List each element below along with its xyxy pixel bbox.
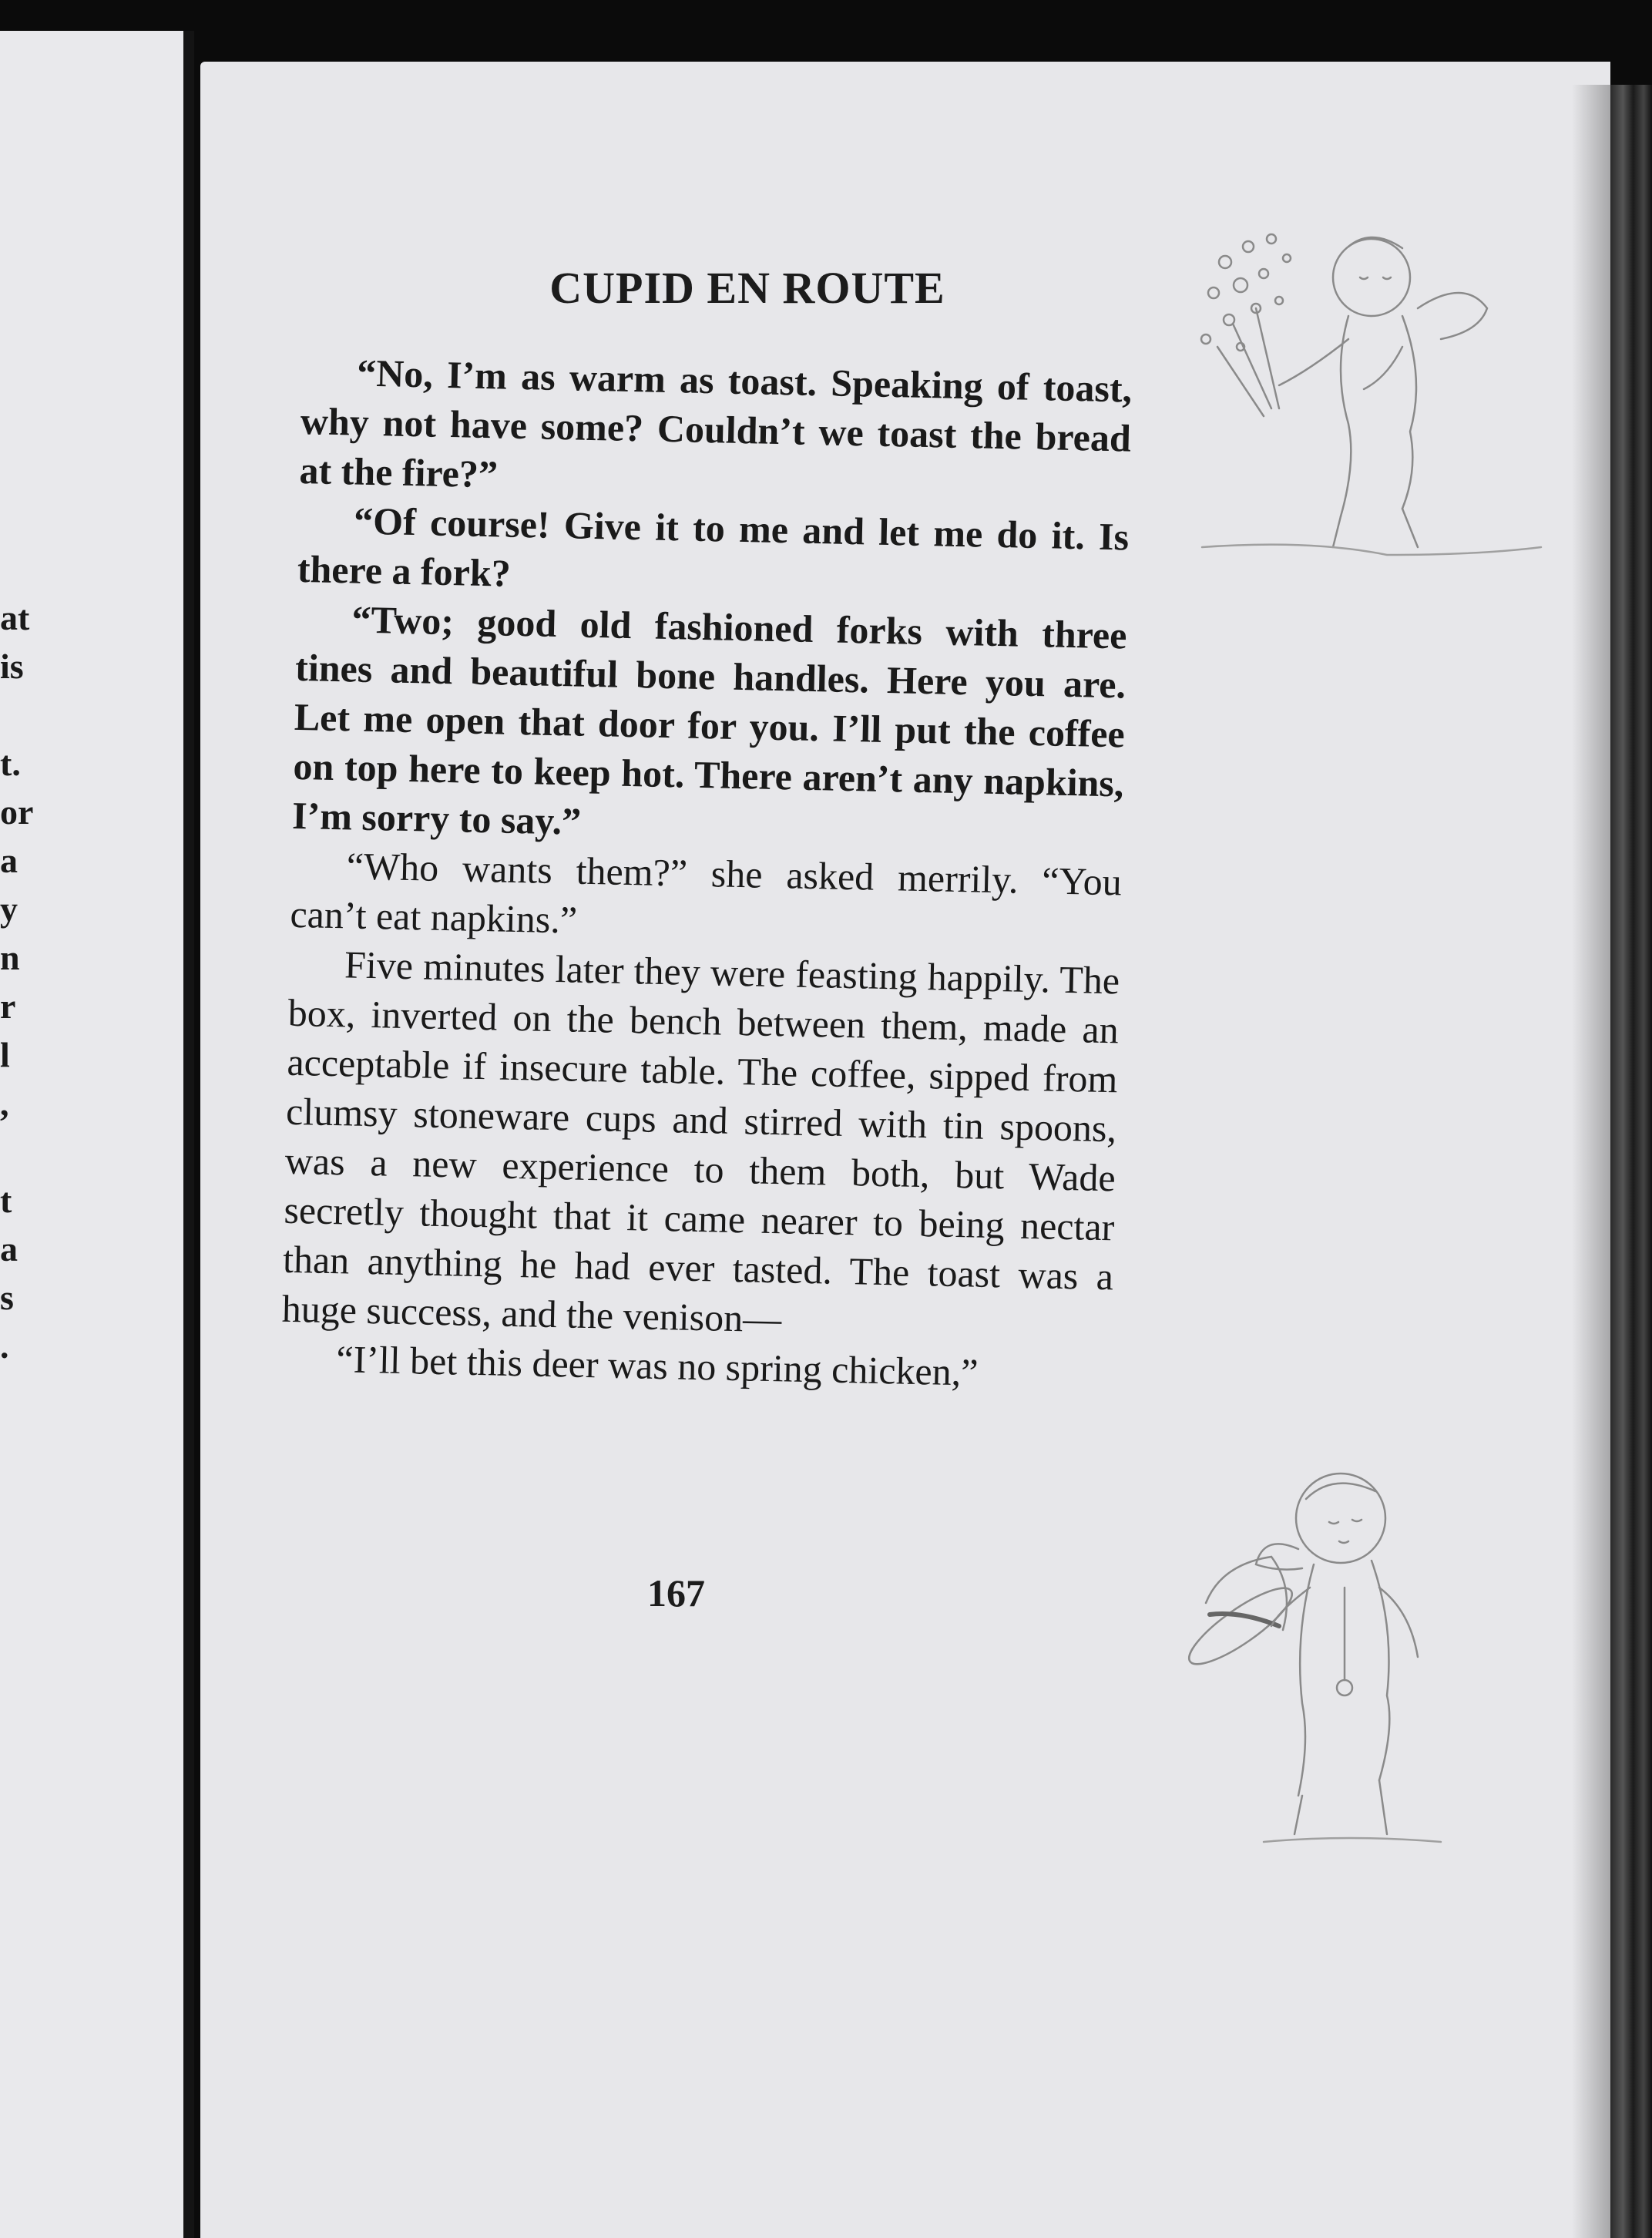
flower-bouquet-icon [1201,234,1291,416]
facing-page-fragment: n [0,938,20,977]
facing-page-fragment: s [0,1278,14,1317]
paragraph: Five minutes later they were feasting happily. The box, inverted on the bench between them, made an acceptable if insecure table. The coffee, sipped from clumsy stoneware cups and stirred with tin spoons, was a new experience to them both, but Wade secretly thought that it came nearer to being nectar than anything he had ever tasted. The toast was a huge success, and the venison— [281,943,1120,1341]
facing-page-fragment: t. [0,744,21,783]
facing-page-fragment: or [0,792,34,832]
book-binding-edge [1610,85,1652,2238]
facing-page-text-fragments [0,593,46,1370]
facing-page-fragment: y [0,889,18,929]
facing-page-fragment [0,691,46,739]
paragraph: “I’ll bet this deer was no spring chicken,” [335,1337,979,1394]
facing-page-fragment [0,1127,46,1176]
facing-page-fragment: at [0,598,30,637]
facing-page-fragment: a [0,1229,18,1269]
page-edge-shadow [1572,85,1612,2238]
wing-icon [1256,1544,1302,1569]
page-gutter-rule [183,31,194,2238]
cupid-with-flowers-illustration [1156,193,1556,609]
facing-page-fragment: a [0,841,18,880]
facing-page-fragment: , [0,1084,9,1123]
facing-page-fragment: l [0,1035,10,1074]
body-text [280,347,1133,1400]
top-hat-icon [1180,1557,1301,1675]
page-number: 167 [647,1571,705,1615]
cupid-with-top-hat-illustration [1148,1433,1487,1865]
facing-page-fragment: is [0,647,24,686]
paragraph: “Two; good old fashioned forks with three tines and beautiful bone handles. Here you are. Let me open that door for you. I’ll put the coffee on top here to keep hot. There aren’t any napkins, I’m sorry to say.” [291,597,1127,843]
facing-page-fragment: t [0,1181,12,1220]
running-head: CUPID EN ROUTE [549,263,945,313]
wing-icon [1418,293,1487,339]
paragraph: “No, I’m as warm as toast. Speaking of toast, why not have some? Couldn’t we toast the bread at the fire?” [299,351,1133,496]
facing-page-fragment: . [0,1326,9,1366]
paragraph: “Of course! Give it to me and let me do it. Is there a fork? [297,499,1130,595]
facing-page-fragment: r [0,986,16,1026]
paragraph: “Who wants them?” she asked merrily. “You can’t eat napkins.” [290,844,1123,942]
